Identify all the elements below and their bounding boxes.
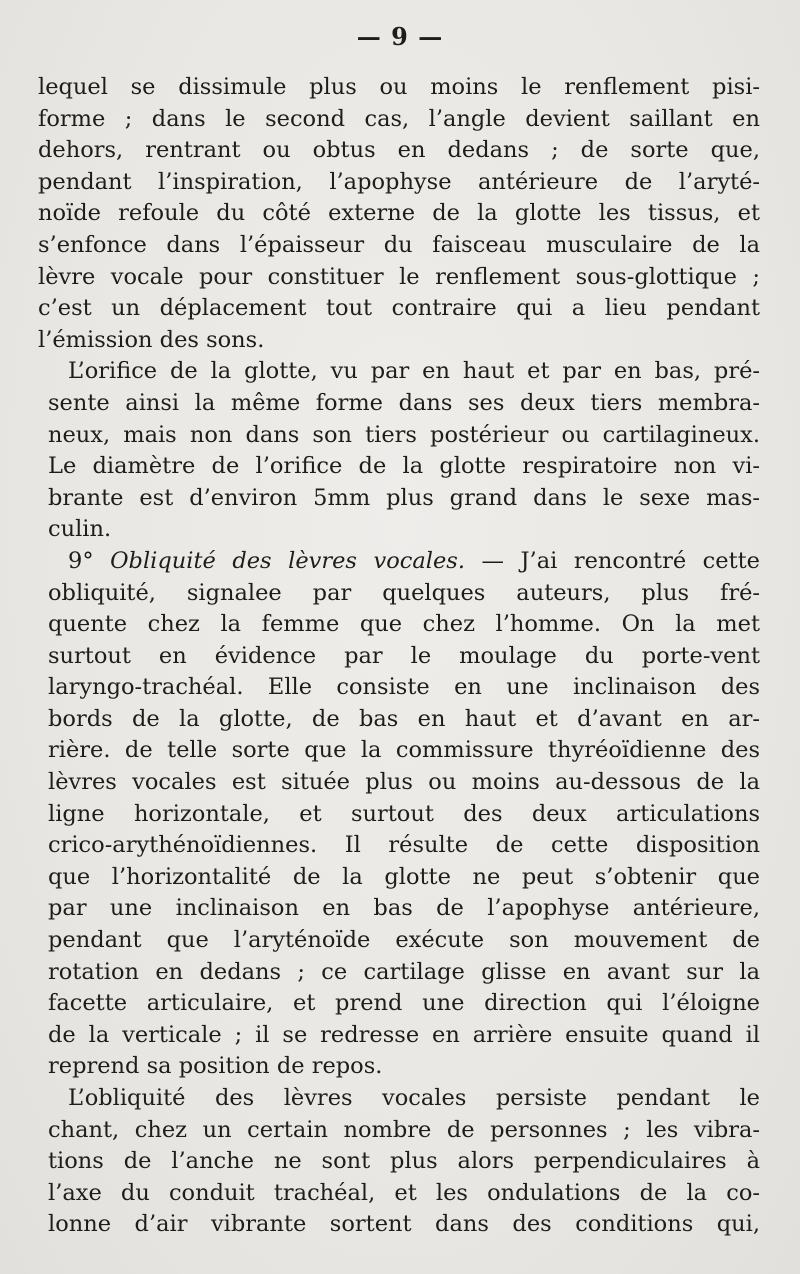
text-line: lonne d’air vibrante sortent dans des conditions qui, (48, 1211, 760, 1238)
text-line: L’orifice de la glotte, vu par en haut et par en bas, pré- (68, 358, 760, 385)
text-line: rière. de telle sorte que la commissure thyréoïdienne des (48, 737, 760, 764)
paragraph-4 (38, 1083, 760, 1241)
text-line: l’émission des sons. (38, 326, 265, 353)
text-line: brante est d’environ 5mm plus grand dans le sexe mas- (48, 484, 760, 511)
text-line: culin. (48, 516, 112, 543)
text-line: obliquité, signalee par quelques auteurs, plus fré- (48, 579, 760, 606)
text-line: par une inclinaison en bas de l’apophyse antérieure, (48, 895, 760, 922)
text-line: Le diamètre de l’orifice de la glotte respiratoire non vi- (48, 453, 760, 480)
text-line: laryngo-trachéal. Elle consiste en une inclinaison des (48, 674, 760, 701)
text-line: tions de l’anche ne sont plus alors perpendiculaires à (48, 1148, 760, 1175)
section-title: Obliquité des lèvres vocales. (110, 547, 465, 574)
text-line: facette articulaire, et prend une direction qui l’éloigne (48, 990, 760, 1017)
text-line: reprend sa position de repos. (48, 1053, 383, 1080)
body-text (38, 72, 760, 1241)
text-line: forme ; dans le second cas, l’angle devient saillant en (38, 105, 760, 132)
section-number: 9° (68, 547, 94, 574)
page-number: — 9 — (356, 22, 444, 51)
text-line: L’obliquité des lèvres vocales persiste pendant le (68, 1085, 760, 1111)
text-line: quente chez la femme que chez l’homme. On la met (48, 611, 760, 638)
text-line: sente ainsi la même forme dans ses deux tiers membra- (48, 389, 760, 416)
text-line: surtout en évidence par le moulage du porte-vent (48, 642, 760, 669)
text-line: c’est un déplacement tout contraire qui a lieu pendant (38, 295, 760, 322)
section-heading-line (38, 546, 760, 578)
text-line: chant, chez un certain nombre de personnes ; les vibra- (48, 1116, 760, 1143)
text-line: s’enfonce dans l’épaisseur du faisceau musculaire de la (38, 231, 760, 258)
text-line: pendant l’inspiration, l’apophyse antérieure de l’aryté- (38, 168, 760, 195)
text-line: ligne horizontale, et surtout des deux articulations (48, 800, 760, 827)
text-line: dehors, rentrant ou obtus en dedans ; de sorte que, (38, 137, 760, 164)
text-line: bords de la glotte, de bas en haut et d’avant en ar- (48, 705, 760, 732)
text-line: lequel se dissimule plus ou moins le renflement pisi- (38, 74, 760, 100)
heading-rest: — J’ai rencontré cette (481, 547, 760, 574)
paragraph-1 (38, 72, 760, 356)
text-line: lèvre vocale pour constituer le renflement sous-glottique ; (38, 263, 760, 290)
text-line: que l’horizontalité de la glotte ne peut s’obtenir que (48, 863, 760, 890)
text-line: rotation en dedans ; ce cartilage glisse en avant sur la (48, 958, 760, 985)
paragraph-2 (38, 356, 760, 546)
text-line: neux, mais non dans son tiers postérieur ou cartilagineux. (48, 421, 760, 448)
text-line: l’axe du conduit trachéal, et les ondulations de la co- (48, 1179, 760, 1206)
text-line: lèvres vocales est située plus ou moins au-dessous de la (48, 769, 760, 796)
text-line: pendant que l’aryténoïde exécute son mouvement de (48, 927, 760, 954)
text-line: noïde refoule du côté externe de la glotte les tissus, et (38, 200, 760, 227)
paragraph-3 (38, 546, 760, 1083)
text-line: de la verticale ; il se redresse en arrière ensuite quand il (48, 1021, 760, 1048)
text-line: crico-arythénoïdiennes. Il résulte de cette disposition (48, 832, 760, 859)
